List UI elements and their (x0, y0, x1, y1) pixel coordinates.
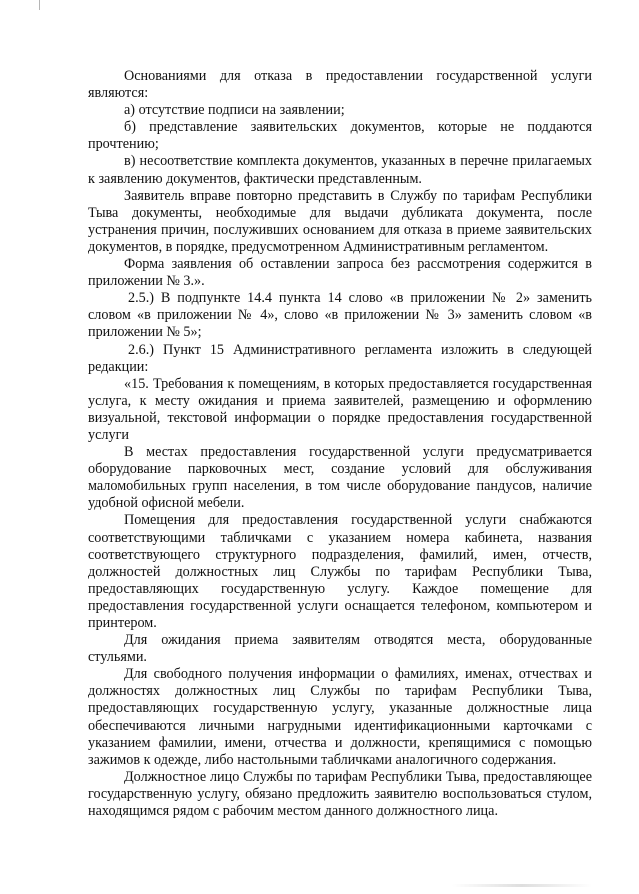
paragraph-item-b: б) представление заявительских документов, которые не поддаются прочтению; (88, 119, 592, 153)
paragraph-refusal-grounds: Основаниями для отказа в предоставлении государственной услуги являются: (88, 68, 592, 102)
paragraph-section-15-heading: «15. Требования к помещениям, в которых предоставляется государственная услуга, к месту ожидания и приема заявителей, размещению и оформлению визуальной, текстовой информации о порядке предоставления государственной услуги (88, 375, 592, 443)
paragraph-form-appendix: Форма заявления об оставлении запроса без рассмотрения содержится в приложении № 3.». (88, 256, 592, 290)
scan-corner-mark (39, 0, 40, 10)
paragraph-offer-chair: Должностное лицо Службы по тарифам Республики Тыва, предоставляющее государственную услугу, обязано предложить заявителю воспользоваться стулом, находящимся рядом с рабочим местом данного должностного лица. (88, 768, 592, 820)
document-body (88, 68, 592, 820)
paragraph-item-a: а) отсутствие подписи на заявлении; (124, 102, 345, 119)
paragraph-name-badges: Для свободного получения информации о фамилиях, именах, отчествах и должностях должностных лиц Службы по тарифам Республики Тыва, предоставляющих государственную услугу, указанные должностные лица обеспечиваются личными нагрудными идентификационными карточками с указанием фамилии, имени, отчества и должности, крепящимися с помощью зажимов к одежде, либо настольными табличками аналогичного содержания. (88, 666, 592, 768)
paragraph-amendment-2-5: 2.5.) В подпункте 14.4 пункта 14 слово «в приложении № 2» заменить словом «в приложении № 4», слово «в приложении № 3» заменить словом «в приложении № 5»; (88, 290, 592, 341)
paragraph-item-v: в) несоответствие комплекта документов, указанных в перечне прилагаемых к заявлению документов, фактически представленным. (88, 153, 592, 187)
paragraph-amendment-2-6: 2.6.) Пункт 15 Административного регламента изложить в следующей редакции: (88, 341, 592, 375)
paragraph-waiting-seats: Для ожидания приема заявителям отводятся места, оборудованные стульями. (88, 632, 592, 666)
scan-footer-smudge (452, 884, 592, 887)
paragraph-room-signs: Помещения для предоставления государственной услуги снабжаются соответствующими табличками с указанием номера кабинета, названия соответствующего структурного подразделения, фамилий, имен, отчеств, должностей должностных лиц Службы по тарифам Республики Тыва, предоставляющих государственную услугу. Каждое помещение для предоставления государственной услуги оснащается телефоном, компьютером и принтером. (88, 512, 592, 631)
paragraph-resubmission: Заявитель вправе повторно представить в Службу по тарифам Республики Тыва документы, необходимые для выдачи дубликата документа, после устранения причин, послуживших основанием для отказа в приеме заявительских документов, в порядке, предусмотренном Административным регламентом. (88, 187, 592, 255)
paragraph-parking: В местах предоставления государственной услуги предусматривается оборудование парковочных мест, создание условий для обслуживания маломобильных групп населения, в том числе оборудование пандусов, наличие удобной офисной мебели. (88, 444, 592, 512)
